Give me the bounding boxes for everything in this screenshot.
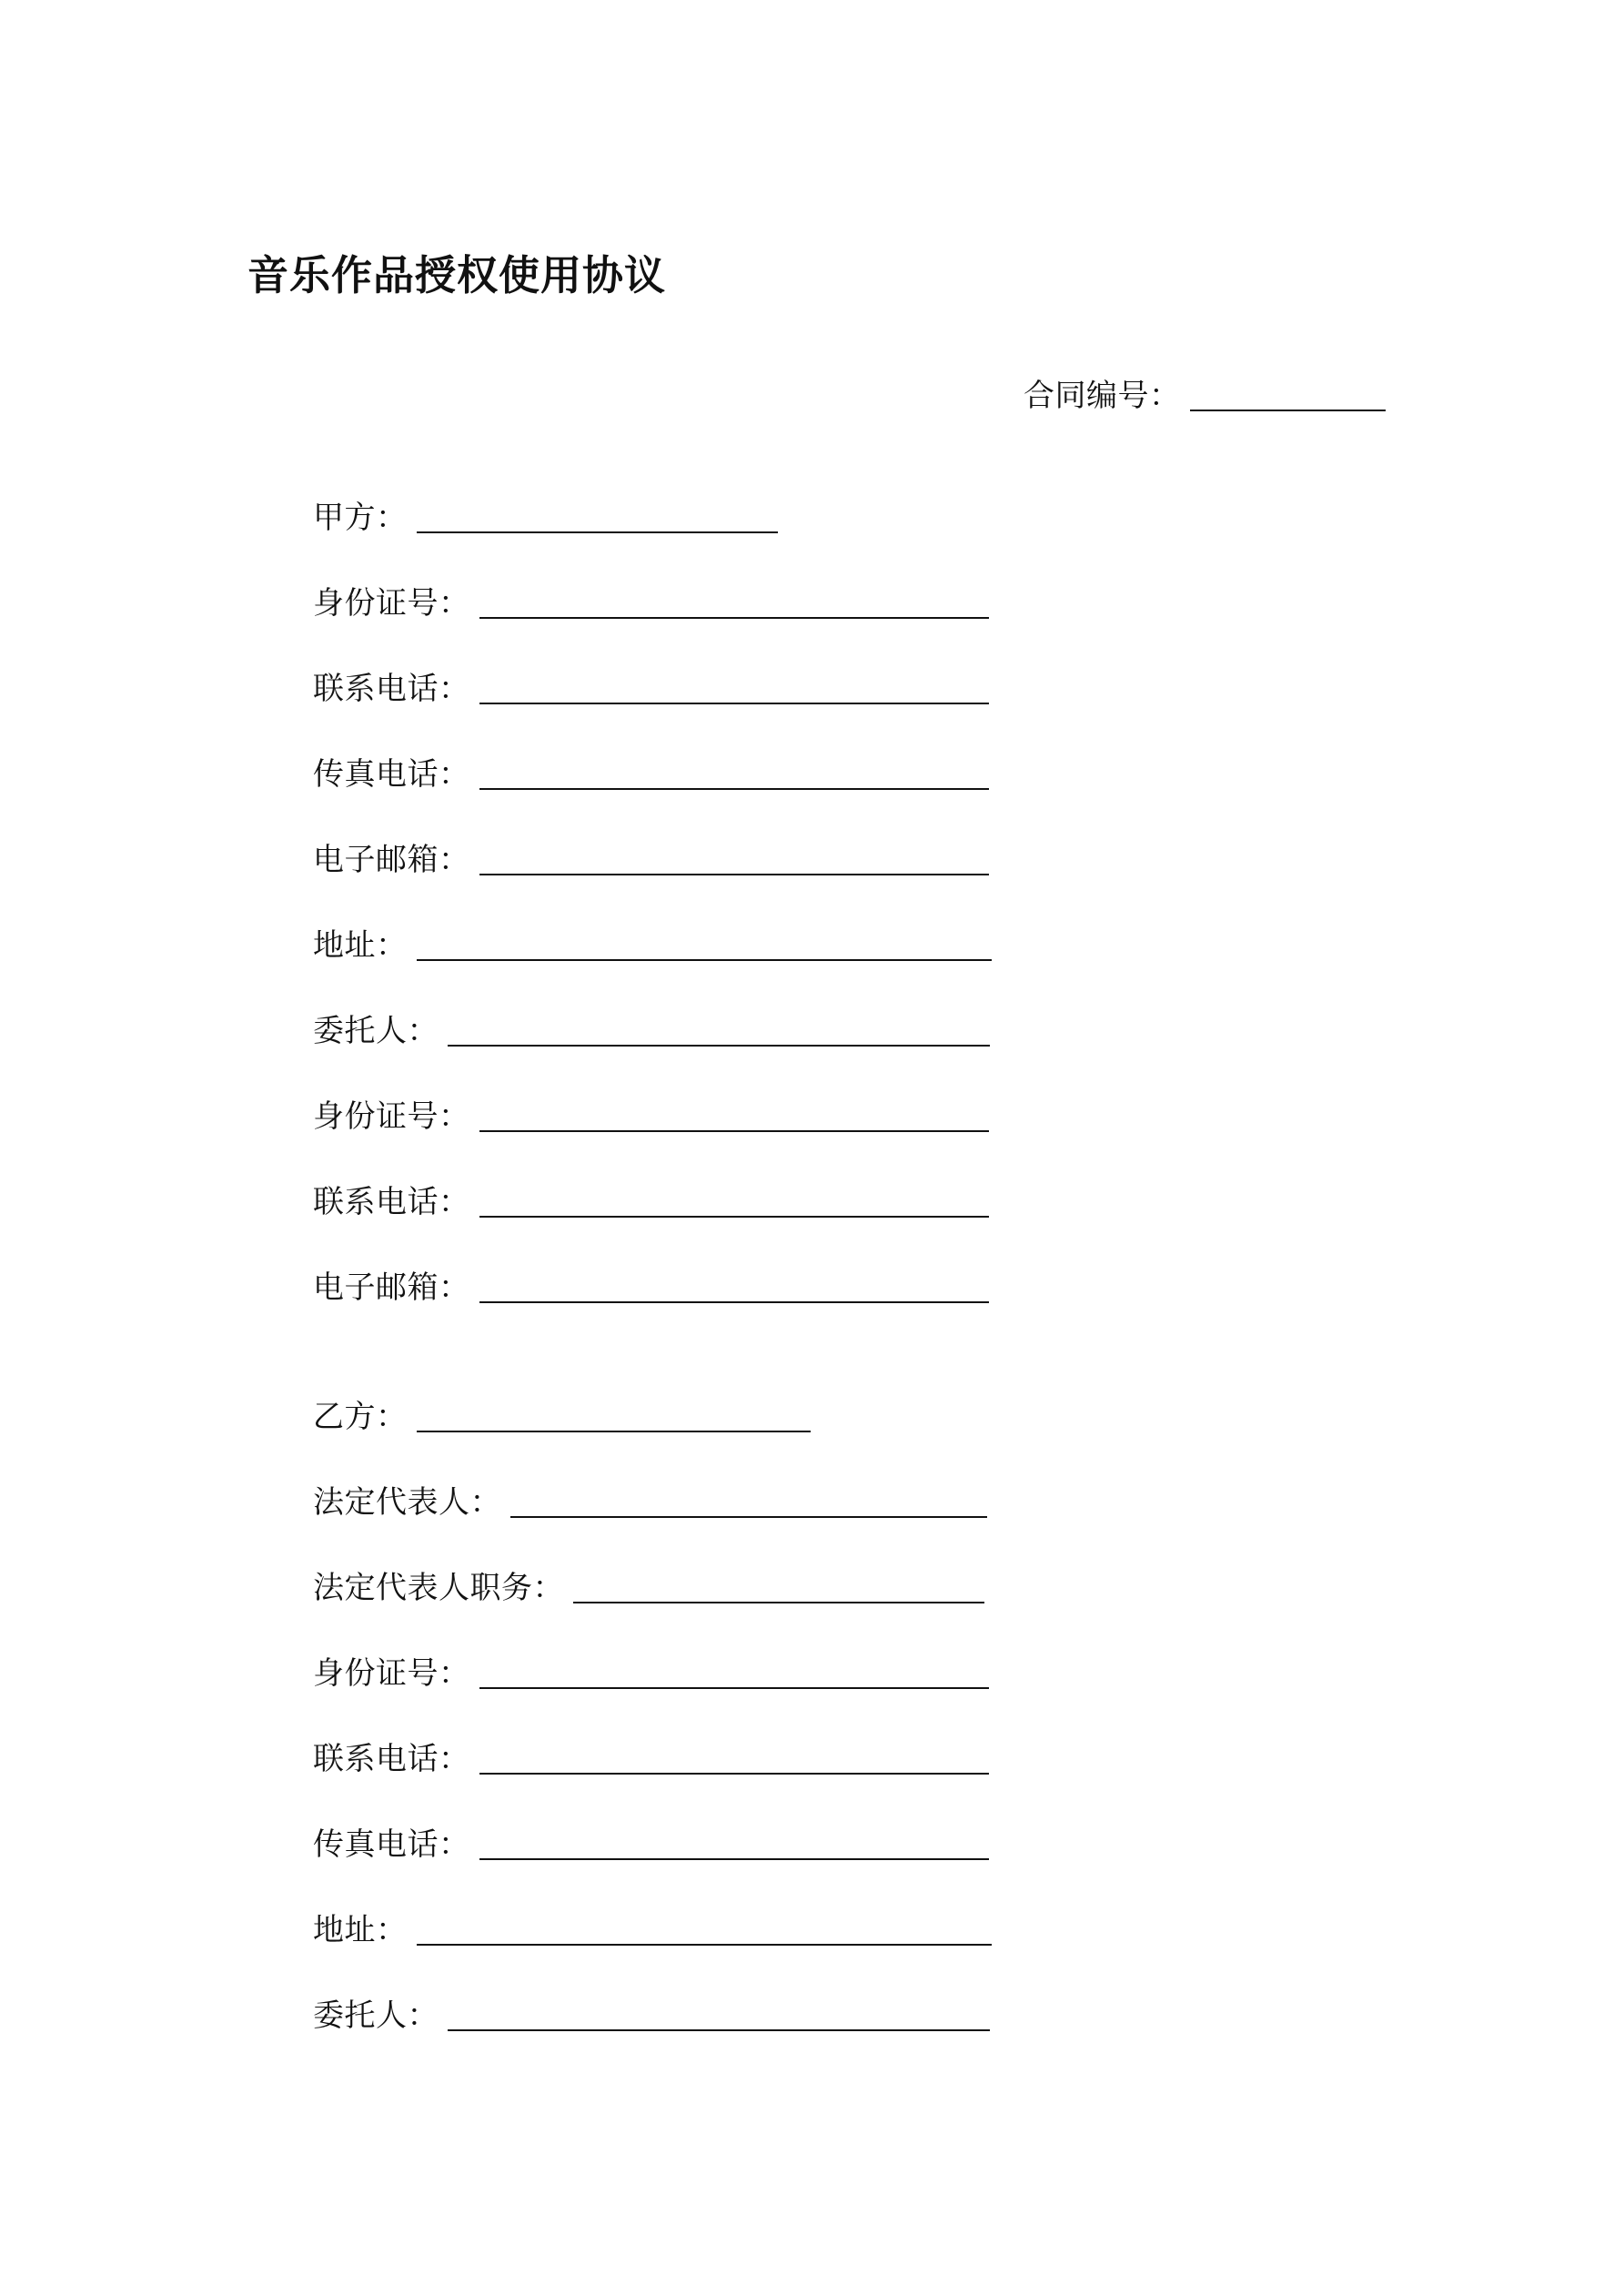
field-blank[interactable] [479, 617, 989, 619]
party-a-fax-field [313, 752, 989, 795]
document-title: 音乐作品授权使用协议 [247, 251, 667, 299]
field-blank[interactable] [417, 531, 778, 533]
field-label: 身份证号： [313, 1655, 470, 1692]
field-label: 传真电话： [313, 756, 470, 793]
field-blank[interactable] [448, 2029, 990, 2031]
party-a-id-field [313, 581, 989, 624]
field-label: 电子邮箱： [313, 1269, 470, 1306]
field-label: 乙方： [313, 1399, 408, 1435]
field-label: 身份证号： [313, 1098, 470, 1135]
field-blank[interactable] [479, 1773, 989, 1775]
field-label: 联系电话： [313, 671, 470, 707]
party-a-address-field [313, 923, 992, 966]
field-blank[interactable] [417, 1431, 811, 1432]
field-label: 身份证号： [313, 585, 470, 622]
party-b-legal-rep-title-field [313, 1565, 984, 1609]
field-blank[interactable] [479, 1301, 989, 1303]
field-label: 传真电话： [313, 1826, 470, 1863]
party-b-address-field [313, 1907, 992, 1951]
field-label: 法定代表人职务： [313, 1570, 564, 1606]
party-a-agent-email-field [313, 1265, 989, 1309]
party-b-phone-field [313, 1736, 989, 1780]
party-a-name-field [313, 495, 778, 539]
field-label: 地址： [313, 1912, 408, 1948]
field-blank[interactable] [479, 1216, 989, 1218]
field-blank[interactable] [573, 1602, 984, 1603]
party-b-id-field [313, 1651, 989, 1694]
field-blank[interactable] [448, 1045, 990, 1047]
field-blank[interactable] [479, 874, 989, 875]
field-label: 委托人： [313, 1013, 439, 1049]
field-label: 法定代表人： [313, 1484, 501, 1521]
field-label: 联系电话： [313, 1741, 470, 1777]
party-a-agent-id-field [313, 1094, 989, 1138]
party-b-agent-field [313, 1993, 990, 2037]
field-blank[interactable] [479, 1130, 989, 1132]
contract-number-blank[interactable] [1190, 410, 1386, 411]
field-blank[interactable] [479, 703, 989, 704]
party-b-legal-rep-field [313, 1480, 987, 1523]
field-blank[interactable] [479, 788, 989, 790]
party-b-fax-field [313, 1822, 989, 1866]
party-a-email-field [313, 837, 989, 881]
field-blank[interactable] [510, 1516, 987, 1518]
field-blank[interactable] [417, 1944, 992, 1946]
field-blank[interactable] [479, 1858, 989, 1860]
party-a-phone-field [313, 666, 989, 710]
field-label: 委托人： [313, 1998, 439, 2034]
field-label: 甲方： [313, 500, 408, 536]
party-a-agent-field [313, 1008, 990, 1052]
contract-number-label: 合同编号： [1024, 378, 1181, 414]
party-b-name-field [313, 1394, 811, 1438]
field-blank[interactable] [417, 959, 992, 961]
field-label: 电子邮箱： [313, 842, 470, 878]
field-label: 地址： [313, 927, 408, 964]
field-blank[interactable] [479, 1687, 989, 1689]
contract-number-field [1024, 373, 1386, 417]
field-label: 联系电话： [313, 1184, 470, 1220]
party-a-agent-phone-field [313, 1179, 989, 1223]
